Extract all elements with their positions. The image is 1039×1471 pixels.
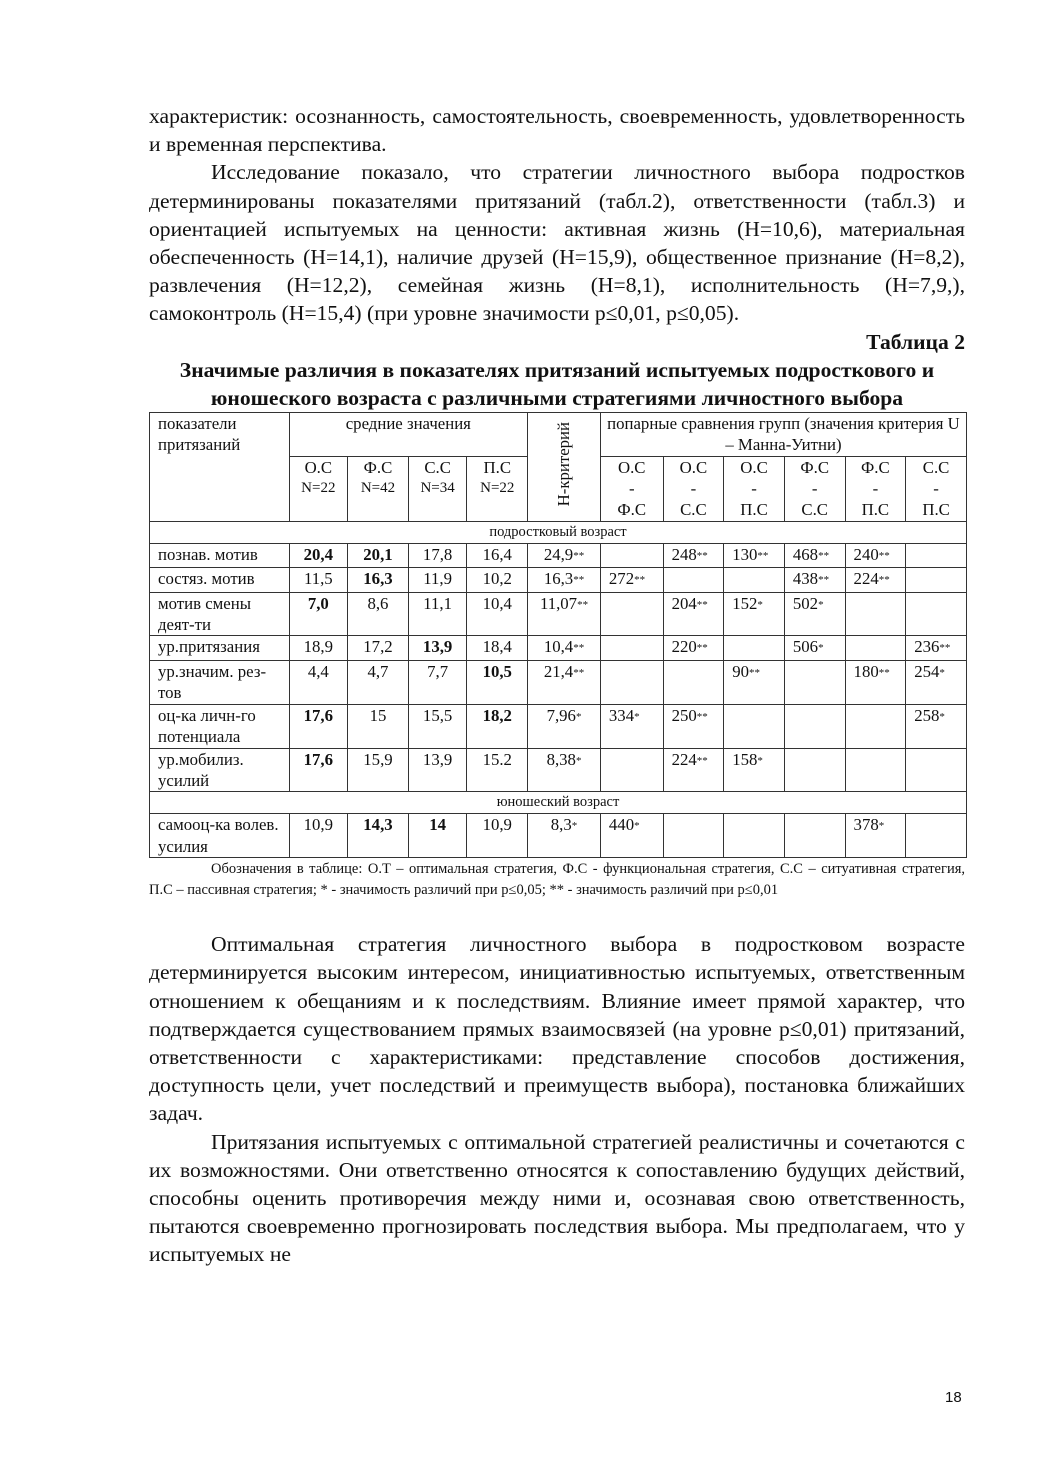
pair-cell xyxy=(600,636,663,660)
group-header: Ф.С N=42 xyxy=(348,456,409,521)
aspiration-table xyxy=(149,412,967,859)
pair-cell xyxy=(600,748,663,792)
pair-cell xyxy=(906,748,967,792)
table-row xyxy=(150,660,967,704)
header-indicators: показатели притязаний xyxy=(150,412,290,521)
table-row xyxy=(150,543,967,567)
pair-cell: 438** xyxy=(784,568,845,592)
group-header: С.С N=34 xyxy=(408,456,467,521)
mean-cell: 17,2 xyxy=(348,636,409,660)
h-cell: 8,38* xyxy=(528,748,601,792)
pair-cell xyxy=(663,660,724,704)
table-row xyxy=(150,592,967,636)
paragraph-study-results: Исследование показало, что стратегии личностного выбора подростков детерминированы показателями притязаний (табл.2), ответственности (табл.3) и ориентацией испытуемых на ценности: активная жизнь (Н=10,6), материальная обеспеченность (Н=14,1), наличие друзей (Н=15,9), общественное признание (Н=8,2), развлечения (Н=12,2), семейная жизнь (Н=8,1), исполнительность (Н=7,9,), самоконтроль (Н=15,4) (при уровне значимости p≤0,01, p≤0,05). xyxy=(149,160,965,326)
pair-cell: 130** xyxy=(724,543,785,567)
pair-cell xyxy=(906,543,967,567)
pair-cell: 224** xyxy=(663,748,724,792)
section-teen: подростковый возраст xyxy=(150,521,967,543)
mean-cell: 15,9 xyxy=(348,748,409,792)
mean-cell: 20,1 xyxy=(348,543,409,567)
mean-cell: 15,5 xyxy=(408,704,467,748)
h-cell: 10,4** xyxy=(528,636,601,660)
pair-cell xyxy=(784,748,845,792)
header-means: средние значения xyxy=(289,412,528,456)
pair-header: Ф.С - С.С xyxy=(784,456,845,521)
mean-cell: 14,3 xyxy=(348,814,409,858)
mean-cell: 13,9 xyxy=(408,636,467,660)
pair-cell: 236** xyxy=(906,636,967,660)
mean-cell: 11,5 xyxy=(289,568,348,592)
pair-cell: 240** xyxy=(845,543,906,567)
pair-cell: 254* xyxy=(906,660,967,704)
table-row xyxy=(150,568,967,592)
mean-cell: 11,1 xyxy=(408,592,467,636)
pair-cell xyxy=(724,636,785,660)
group-header: О.С N=22 xyxy=(289,456,348,521)
pair-cell xyxy=(724,814,785,858)
table-row xyxy=(150,748,967,792)
mean-cell: 16,4 xyxy=(467,543,528,567)
mean-cell: 17,6 xyxy=(289,704,348,748)
table-number: Таблица 2 xyxy=(866,329,965,354)
mean-cell: 17,8 xyxy=(408,543,467,567)
mean-cell: 7,0 xyxy=(289,592,348,636)
pair-header: С.С - П.С xyxy=(906,456,967,521)
pair-header: О.С - П.С xyxy=(724,456,785,521)
mean-cell: 18,2 xyxy=(467,704,528,748)
mean-cell: 4,4 xyxy=(289,660,348,704)
pair-cell: 506* xyxy=(784,636,845,660)
mean-cell: 16,3 xyxy=(348,568,409,592)
pair-cell xyxy=(845,748,906,792)
table-note: Обозначения в таблице: О.Т – оптимальная стратегия, Ф.С - функциональная стратегия, С.С – ситуативная стратегия, П.С – пассивная стратегия; * - значимость различий при p≤0,05; ** - значимость различий при p≤0,01 xyxy=(149,861,965,898)
mean-cell: 8,6 xyxy=(348,592,409,636)
pair-cell: 378* xyxy=(845,814,906,858)
table-row xyxy=(150,636,967,660)
pair-cell: 152* xyxy=(724,592,785,636)
row-label: познав. мотив xyxy=(150,543,290,567)
pair-cell xyxy=(724,704,785,748)
pair-cell xyxy=(784,814,845,858)
table-title: Значимые различия в показателях притязаний испытуемых подросткового и юношеского возраста с различными стратегиями личностного выбора xyxy=(179,357,935,410)
pair-cell: 224** xyxy=(845,568,906,592)
mean-cell: 14 xyxy=(408,814,467,858)
page-number: 18 xyxy=(945,1389,962,1406)
header-pairwise: попарные сравнения групп (значения критерия U – Манна-Уитни) xyxy=(600,412,966,456)
pair-cell: 180** xyxy=(845,660,906,704)
mean-cell: 15 xyxy=(348,704,409,748)
mean-cell: 10,2 xyxy=(467,568,528,592)
pair-header: Ф.С - П.С xyxy=(845,456,906,521)
pair-cell: 158* xyxy=(724,748,785,792)
pair-cell: 272** xyxy=(600,568,663,592)
page-content xyxy=(149,102,965,1269)
pair-cell xyxy=(724,568,785,592)
h-cell: 7,96* xyxy=(528,704,601,748)
row-label: ур.притязания xyxy=(150,636,290,660)
pair-cell xyxy=(784,660,845,704)
row-label: самооц-ка волев. усилия xyxy=(150,814,290,858)
mean-cell: 10,4 xyxy=(467,592,528,636)
mean-cell: 13,9 xyxy=(408,748,467,792)
pair-cell: 248** xyxy=(663,543,724,567)
mean-cell: 10,5 xyxy=(467,660,528,704)
h-cell: 21,4** xyxy=(528,660,601,704)
h-cell: 11,07** xyxy=(528,592,601,636)
pair-header: О.С - С.С xyxy=(663,456,724,521)
row-label: мотив смены деят-ти xyxy=(150,592,290,636)
mean-cell: 11,9 xyxy=(408,568,467,592)
section-youth: юношеский возраст xyxy=(150,792,967,814)
pair-cell: 258* xyxy=(906,704,967,748)
pair-cell xyxy=(663,814,724,858)
mean-cell: 10,9 xyxy=(289,814,348,858)
pair-cell: 334* xyxy=(600,704,663,748)
pair-cell xyxy=(663,568,724,592)
pair-cell: 440* xyxy=(600,814,663,858)
pair-cell: 250** xyxy=(663,704,724,748)
h-cell: 8,3* xyxy=(528,814,601,858)
paragraph-intro-tail: характеристик: осознанность, самостоятельность, своевременность, удовлетворенность и временная перспектива. xyxy=(149,104,965,157)
h-cell: 16,3** xyxy=(528,568,601,592)
row-label: оц-ка личн-го потенциала xyxy=(150,704,290,748)
pair-cell xyxy=(906,568,967,592)
paragraph-optimal-strategy: Оптимальная стратегия личностного выбора в подростковом возрасте детерминируется высоким интересом, инициативностью испытуемых, ответственным отношением к обещаниям и к последствиям. Влияние имеет прямой характер, что подтверждается существованием прямых взаимосвязей (на уровне p≤0,01) притязаний, ответственности с характеристиками: представление способов достижения, доступность цели, учет последствий и преимуществ выбора), постановка ближайших задач. xyxy=(149,932,965,1126)
pair-cell: 204** xyxy=(663,592,724,636)
pair-cell xyxy=(906,592,967,636)
pair-cell: 502* xyxy=(784,592,845,636)
paragraph-aspirations: Притязания испытуемых с оптимальной стратегией реалистичны и сочетаются с их возможностями. Они ответственно относятся к сопоставлению будущих действий, способны оценить противоречия между ними и, осознавая свою ответственность, пытаются своевременно прогнозировать последствия выбора. Мы предполагаем, что у испытуемых не xyxy=(149,1129,965,1267)
pair-cell xyxy=(845,592,906,636)
h-cell: 24,9** xyxy=(528,543,601,567)
mean-cell: 15.2 xyxy=(467,748,528,792)
pair-cell: 90** xyxy=(724,660,785,704)
pair-cell xyxy=(845,704,906,748)
row-label: ур.мобилиз. усилий xyxy=(150,748,290,792)
table-row xyxy=(150,814,967,858)
mean-cell: 4,7 xyxy=(348,660,409,704)
pair-cell xyxy=(600,660,663,704)
mean-cell: 17,6 xyxy=(289,748,348,792)
pair-cell xyxy=(906,814,967,858)
pair-cell xyxy=(600,592,663,636)
row-label: состяз. мотив xyxy=(150,568,290,592)
group-header: П.С N=22 xyxy=(467,456,528,521)
mean-cell: 7,7 xyxy=(408,660,467,704)
row-label: ур.значим. рез-тов xyxy=(150,660,290,704)
pair-cell xyxy=(600,543,663,567)
header-h-criterion: Н-критерий xyxy=(528,412,601,521)
pair-cell xyxy=(845,636,906,660)
mean-cell: 18,4 xyxy=(467,636,528,660)
mean-cell: 10,9 xyxy=(467,814,528,858)
table-row xyxy=(150,704,967,748)
pair-cell: 220** xyxy=(663,636,724,660)
pair-cell xyxy=(784,704,845,748)
pair-header: О.С - Ф.С xyxy=(600,456,663,521)
mean-cell: 20,4 xyxy=(289,543,348,567)
mean-cell: 18,9 xyxy=(289,636,348,660)
pair-cell: 468** xyxy=(784,543,845,567)
